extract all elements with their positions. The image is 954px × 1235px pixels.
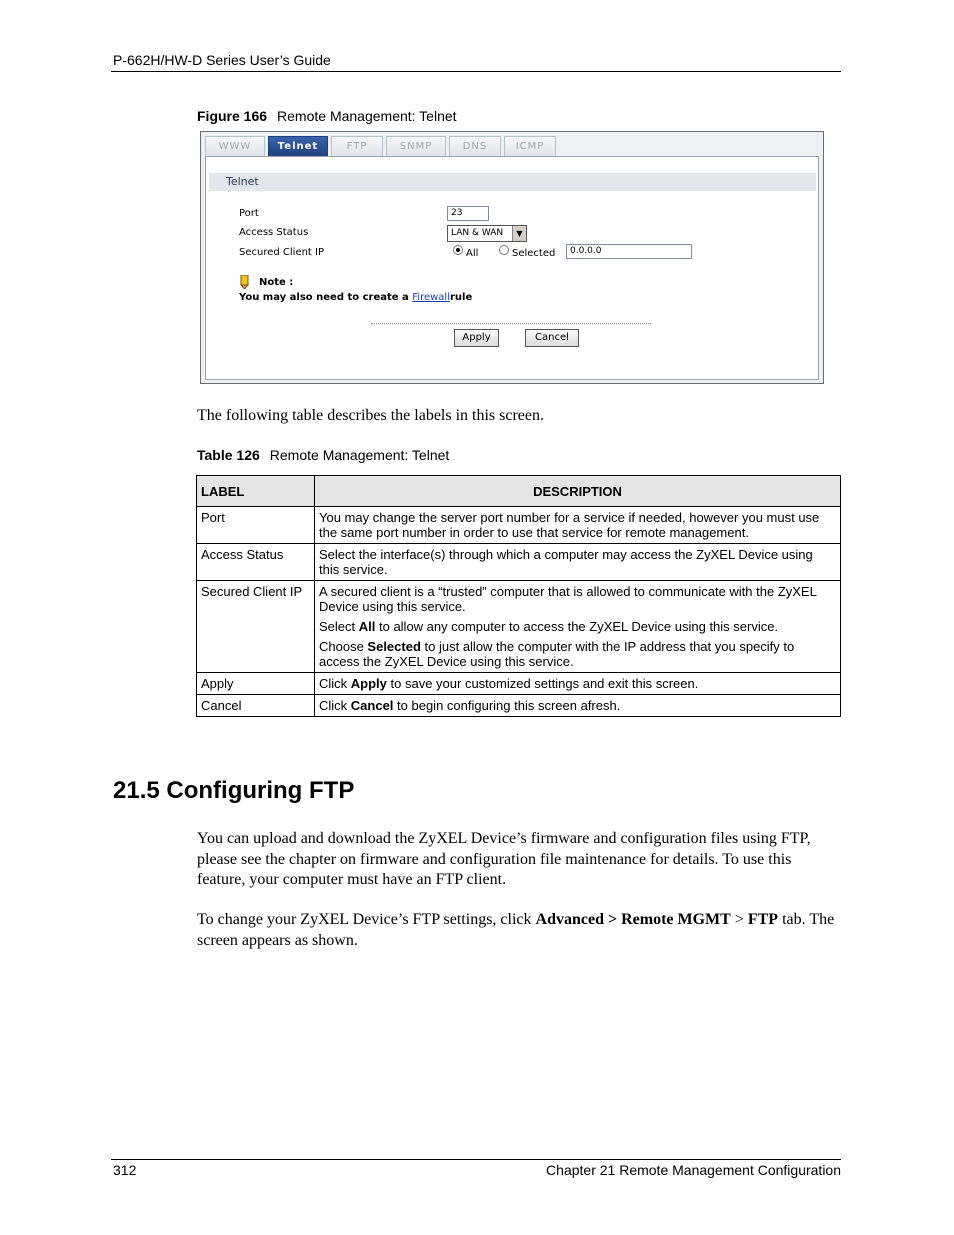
table-title: Remote Management: Telnet	[269, 447, 450, 463]
row-description	[315, 673, 841, 695]
tab-telnet[interactable]: Telnet	[268, 136, 328, 157]
description-paragraph	[319, 619, 836, 634]
para2-bold-1: Advanced > Remote MGMT	[535, 911, 731, 928]
apply-button[interactable]: Apply	[454, 329, 499, 347]
desc-text: Select	[319, 619, 359, 634]
divider	[371, 323, 651, 324]
desc-text: to just allow the computer with the IP address that you specify to access the ZyXEL Device using this service.	[319, 639, 795, 669]
port-input[interactable]: 23	[447, 206, 489, 221]
footer-rule	[111, 1159, 841, 1160]
port-label: Port	[239, 208, 259, 219]
column-header-description: DESCRIPTION	[315, 476, 841, 507]
column-header-label: LABEL	[197, 476, 315, 507]
figure-label: Figure 166	[197, 108, 268, 124]
cancel-button[interactable]: Cancel	[525, 329, 579, 347]
section-title: 21.5 Configuring FTP	[113, 777, 355, 804]
access-status-value: LAN & WAN	[451, 228, 504, 238]
tab-snmp[interactable]: SNMP	[386, 136, 446, 156]
telnet-screenshot	[200, 131, 824, 384]
access-status-label: Access Status	[239, 227, 309, 238]
desc-bold: Selected	[367, 639, 421, 654]
table-label: Table 126	[197, 447, 260, 463]
description-paragraph	[319, 698, 836, 713]
secured-client-ip-label: Secured Client IP	[239, 247, 325, 258]
radio-all[interactable]	[453, 245, 463, 255]
desc-bold: Cancel	[350, 698, 394, 713]
table-row	[197, 544, 841, 581]
table-row	[197, 695, 841, 717]
description-paragraph	[319, 676, 836, 691]
note-text-pre: You may also need to create a	[239, 292, 413, 303]
desc-text: Click	[319, 698, 351, 713]
tab-dns[interactable]: DNS	[449, 136, 501, 156]
tab-www[interactable]: WWW	[205, 136, 265, 156]
row-label: Port	[197, 507, 315, 544]
radio-selected-label: Selected	[512, 248, 556, 259]
desc-text: Click	[319, 676, 351, 691]
row-description	[315, 581, 841, 673]
description-paragraph: A secured client is a “trusted” computer that is allowed to communicate with the ZyXEL Device using this service.	[319, 584, 817, 614]
access-status-select[interactable]	[447, 225, 527, 242]
section-paragraph-1: You can upload and download the ZyXEL Device’s firmware and configuration files using FTP, please see the chapter on firmware and configuration file maintenance for details. To use this feature, your computer must have an FTP client.	[197, 830, 811, 888]
description-paragraph: Select the interface(s) through which a computer may access the ZyXEL Device using this service.	[319, 547, 813, 577]
intro-text: The following table describes the labels in this screen.	[197, 407, 545, 424]
radio-selected[interactable]	[499, 245, 509, 255]
firewall-link[interactable]: Firewall	[412, 292, 450, 303]
para2-mid: >	[730, 911, 748, 928]
row-description	[315, 695, 841, 717]
telnet-panel	[205, 156, 819, 380]
page-header-title: P-662H/HW-D Series User’s Guide	[113, 52, 331, 68]
figure-caption	[197, 108, 457, 124]
note-text	[239, 292, 472, 303]
page-number: 312	[113, 1162, 137, 1178]
note-title: Note :	[259, 277, 294, 288]
para2-pre: To change your ZyXEL Device’s FTP settings, click	[197, 911, 536, 928]
desc-bold: Apply	[350, 676, 387, 691]
chapter-title: Chapter 21 Remote Management Configuration	[546, 1162, 841, 1178]
note-pencil-icon	[239, 275, 250, 289]
header-rule	[111, 71, 841, 72]
table-body	[197, 507, 841, 717]
row-description	[315, 507, 841, 544]
desc-text: to begin configuring this screen afresh.	[393, 698, 621, 713]
table-row	[197, 581, 841, 673]
selected-ip-input[interactable]: 0.0.0.0	[566, 244, 692, 259]
para2-post: tab. The screen appears as shown.	[197, 911, 835, 949]
row-label: Cancel	[197, 695, 315, 717]
table-row	[197, 507, 841, 544]
figure-title: Remote Management: Telnet	[277, 108, 457, 124]
row-label: Apply	[197, 673, 315, 695]
desc-text: to save your customized settings and exit this screen.	[386, 676, 699, 691]
chevron-down-icon[interactable]: ▼	[512, 226, 526, 241]
radio-all-label: All	[466, 248, 479, 259]
note-text-post: rule	[449, 292, 473, 303]
para2-bold-2: FTP	[747, 911, 779, 928]
row-description	[315, 544, 841, 581]
table-row	[197, 673, 841, 695]
row-label: Access Status	[197, 544, 315, 581]
section-paragraph-2	[197, 910, 842, 951]
tab-ftp[interactable]: FTP	[331, 136, 383, 156]
desc-bold: All	[358, 619, 376, 634]
tab-icmp[interactable]: ICMP	[504, 136, 556, 156]
description-table	[196, 475, 841, 717]
tab-bar	[205, 136, 556, 157]
desc-text: to allow any computer to access the ZyXEL Device using this service.	[375, 619, 779, 634]
desc-text: Choose	[319, 639, 368, 654]
row-label: Secured Client IP	[197, 581, 315, 673]
description-paragraph	[319, 639, 836, 669]
section-bar-telnet: Telnet	[209, 173, 816, 191]
table-caption	[197, 447, 449, 463]
description-paragraph: You may change the server port number for a service if needed, however you must use the same port number in order to use that service for remote management.	[319, 510, 820, 540]
